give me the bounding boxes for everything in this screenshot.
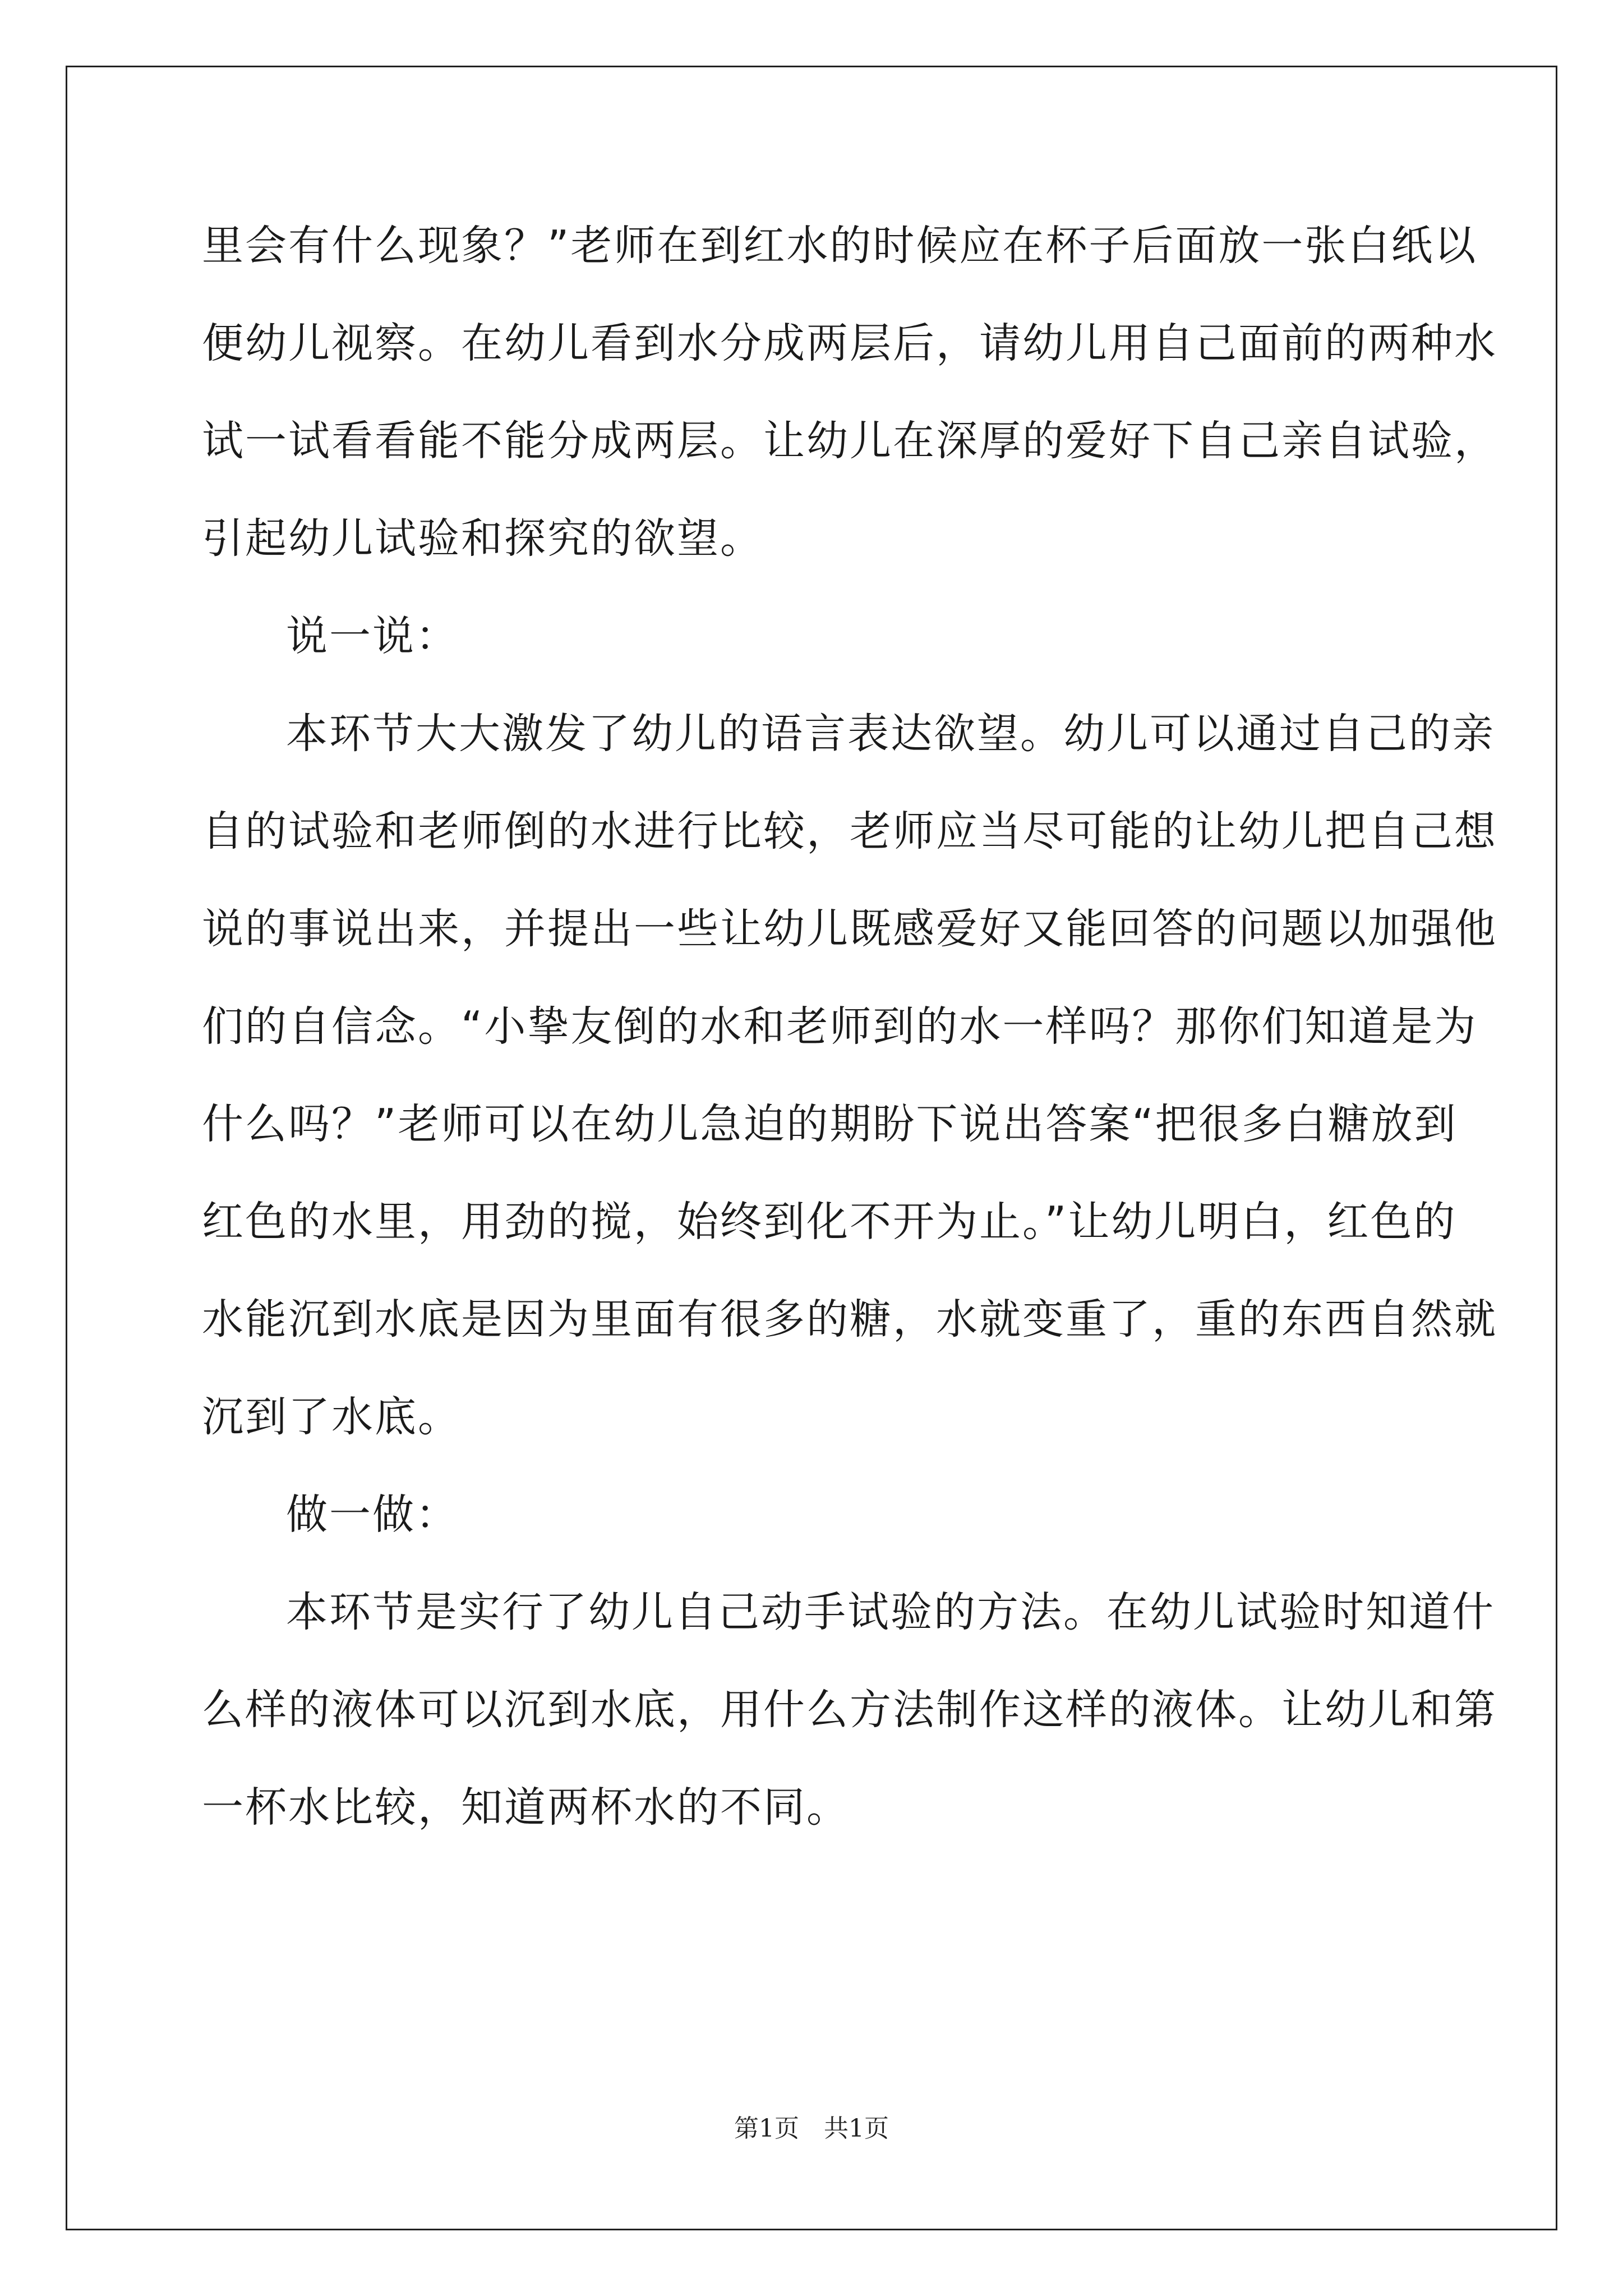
document-body [202,219,1497,1878]
text-line: 引起幼儿试验和探究的欲望。 [202,514,763,563]
text-line: 们的自信念。“小挚友倒的水和老师到的水一样吗？那你们知道是为 [202,1002,1478,1051]
page-footer: 第1页 共1页 [734,2114,889,2143]
text-line: 本环节大大激发了幼儿的语言表达欲望。幼儿可以通过自己的亲 [286,710,1495,758]
text-line: 么样的液体可以沉到水底，用什么方法制作这样的液体。让幼儿和第 [202,1686,1497,1734]
text-line: 一杯水比较，知道两杯水的不同。 [202,1783,850,1832]
text-line: 试一试看看能不能分成两层。让幼儿在深厚的爱好下自己亲自试验， [202,417,1497,465]
text-line: 便幼儿视察。在幼儿看到水分成两层后，请幼儿用自己面前的两种水 [202,319,1497,367]
text-line: 自的试验和老师倒的水进行比较，老师应当尽可能的让幼儿把自己想 [202,807,1497,855]
text-line: 沉到了水底。 [202,1393,461,1441]
text-line: 红色的水里，用劲的搅，始终到化不开为止。”让幼儿明白，红色的 [202,1198,1457,1246]
text-line: 水能沉到水底是因为里面有很多的糖，水就变重了，重的东西自然就 [202,1295,1497,1343]
text-line: 本环节是实行了幼儿自己动手试验的方法。在幼儿试验时知道什 [286,1588,1495,1636]
text-line: 说的事说出来，并提出一些让幼儿既感爱好又能回答的问题以加强他 [202,905,1497,953]
text-line: 什么吗？”老师可以在幼儿急迫的期盼下说出答案“把很多白糖放到 [202,1100,1458,1148]
section-heading: 说一说： [286,612,459,660]
text-line: 里会有什么现象？”老师在到红水的时候应在杯子后面放一张白纸以 [202,222,1478,270]
section-heading: 做一做： [286,1490,459,1539]
